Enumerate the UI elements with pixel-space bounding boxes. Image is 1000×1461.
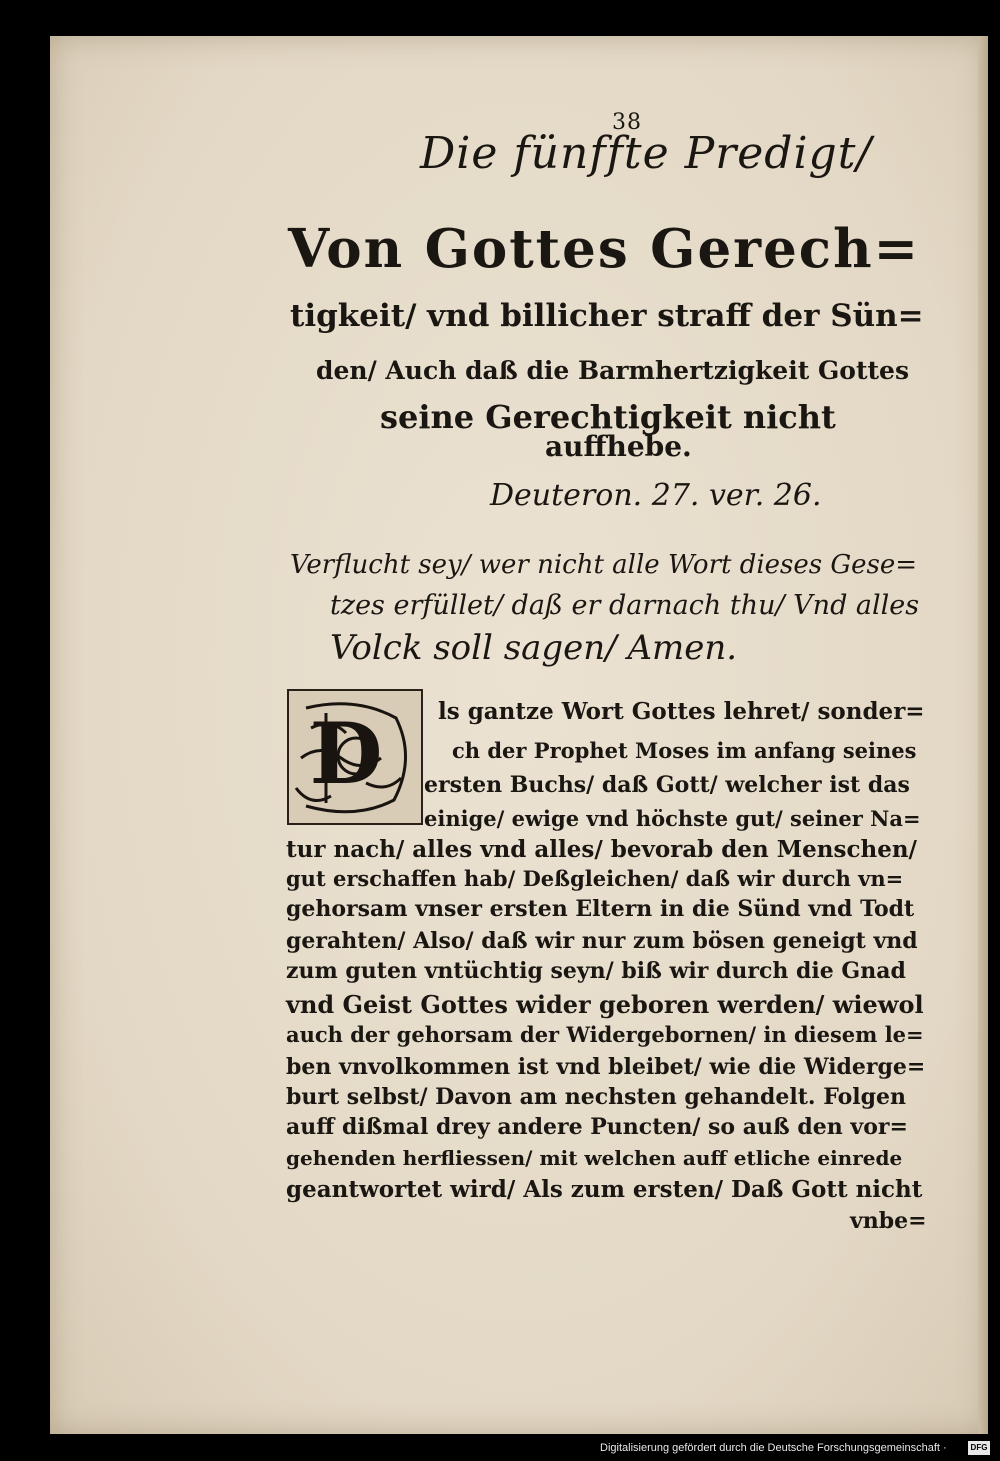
catchword: vnbe= <box>850 1208 927 1234</box>
decorated-initial-d <box>286 688 424 826</box>
body-line: einige/ ewige vnd höchste gut/ seiner Na= <box>424 806 921 831</box>
body-line: gerahten/ Also/ daß wir nur zum bösen geneigt vnd <box>286 928 918 954</box>
page-edge <box>978 36 988 1434</box>
body-line: ls gantze Wort Gottes lehret/ sonder= <box>438 698 925 725</box>
body-line: burt selbst/ Davon am nechsten gehandelt. Folgen <box>286 1084 907 1110</box>
digitization-credit: Digitalisierung gefördert durch die Deutsche Forschungsgemeinschaft · <box>600 1442 947 1454</box>
page-number: 38 <box>612 110 642 135</box>
running-title: Die fünffte Predigt/ <box>420 128 873 179</box>
body-line: ersten Buchs/ daß Gott/ welcher ist das <box>424 772 910 798</box>
body-line: zum guten vntüchtig seyn/ biß wir durch die Gnad <box>286 958 906 984</box>
body-line: ch der Prophet Moses im anfang seines <box>452 738 917 763</box>
body-line: gut erschaffen hab/ Deßgleichen/ daß wir durch vn= <box>286 866 904 891</box>
body-line: gehorsam vnser ersten Eltern in die Sünd vnd Todt <box>286 896 915 922</box>
body-line: geantwortet wird/ Als zum ersten/ Daß Gott nicht <box>286 1176 923 1203</box>
title-line-5: auffhebe. <box>545 430 692 463</box>
verse-line-3: Volck soll sagen/ Amen. <box>330 628 738 668</box>
body-line: auff dißmal drey andere Puncten/ so auß den vor= <box>286 1114 908 1140</box>
body-line: gehenden herfliessen/ mit welchen auff etliche einrede <box>286 1146 903 1170</box>
dfg-logo: DFG <box>968 1441 990 1455</box>
scripture-citation: Deuteron. 27. ver. 26. <box>490 478 822 513</box>
body-line: tur nach/ alles vnd alles/ bevorab den Menschen/ <box>286 836 917 863</box>
svg-text:D: D <box>309 704 383 803</box>
title-line-4: seine Gerechtigkeit nicht <box>380 398 836 436</box>
body-line: auch der gehorsam der Widergebornen/ in diesem le= <box>286 1022 924 1047</box>
body-line: ben vnvolkommen ist vnd bleibet/ wie die Widerge= <box>286 1054 926 1080</box>
body-line: vnd Geist Gottes wider geboren werden/ wiewol <box>286 990 924 1019</box>
title-line-1: Von Gottes Gerech= <box>288 218 921 280</box>
verse-line-2: tzes erfüllet/ daß er darnach thu/ Vnd alles <box>330 590 920 621</box>
title-line-3: den/ Auch daß die Barmhertzigkeit Gottes <box>316 356 910 385</box>
verse-line-1: Verflucht sey/ wer nicht alle Wort dieses Gese= <box>290 550 918 580</box>
title-line-2: tigkeit/ vnd billicher straff der Sün= <box>290 298 924 334</box>
